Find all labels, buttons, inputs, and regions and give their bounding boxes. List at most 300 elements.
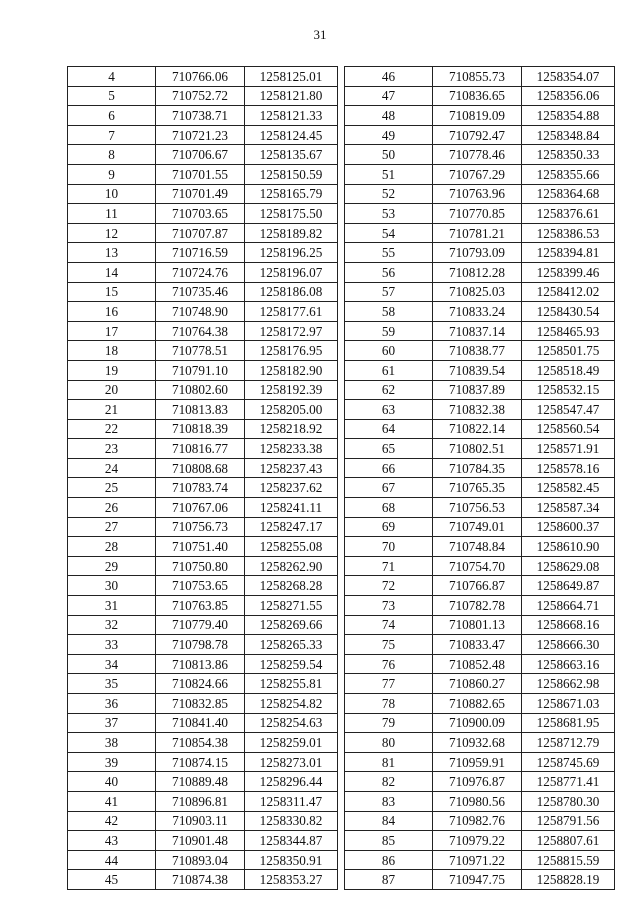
- x-coordinate-cell: 710841.40: [156, 713, 245, 733]
- y-coordinate-cell: 1258600.37: [522, 517, 615, 537]
- y-coordinate-cell: 1258663.16: [522, 654, 615, 674]
- y-coordinate-cell: 1258712.79: [522, 733, 615, 753]
- table-row: [345, 458, 615, 478]
- x-coordinate-cell: 710748.90: [156, 302, 245, 322]
- point-number-cell: 42: [68, 811, 156, 831]
- y-coordinate-cell: 1258271.55: [245, 596, 338, 616]
- y-coordinate-cell: 1258135.67: [245, 145, 338, 165]
- point-number-cell: 81: [345, 752, 433, 772]
- coordinate-tables: [67, 66, 614, 888]
- point-number-cell: 45: [68, 870, 156, 890]
- table-row: [68, 713, 338, 733]
- table-row: [345, 321, 615, 341]
- point-number-cell: 7: [68, 125, 156, 145]
- table-row: [345, 223, 615, 243]
- y-coordinate-cell: 1258121.80: [245, 86, 338, 106]
- point-number-cell: 56: [345, 262, 433, 282]
- y-coordinate-cell: 1258394.81: [522, 243, 615, 263]
- x-coordinate-cell: 710763.85: [156, 596, 245, 616]
- x-coordinate-cell: 710735.46: [156, 282, 245, 302]
- table-row: [68, 125, 338, 145]
- table-row: [345, 654, 615, 674]
- y-coordinate-cell: 1258547.47: [522, 400, 615, 420]
- y-coordinate-cell: 1258241.11: [245, 498, 338, 518]
- table-row: [68, 556, 338, 576]
- point-number-cell: 75: [345, 635, 433, 655]
- table-row: [345, 615, 615, 635]
- x-coordinate-cell: 710763.96: [433, 184, 522, 204]
- point-number-cell: 77: [345, 674, 433, 694]
- x-coordinate-cell: 710818.39: [156, 419, 245, 439]
- table-row: [68, 458, 338, 478]
- table-row: [345, 341, 615, 361]
- table-row: [345, 262, 615, 282]
- y-coordinate-cell: 1258237.43: [245, 458, 338, 478]
- table-row: [345, 850, 615, 870]
- point-number-cell: 46: [345, 67, 433, 87]
- y-coordinate-cell: 1258330.82: [245, 811, 338, 831]
- table-row: [68, 596, 338, 616]
- table-row: [68, 694, 338, 714]
- y-coordinate-cell: 1258745.69: [522, 752, 615, 772]
- x-coordinate-cell: 710750.80: [156, 556, 245, 576]
- y-coordinate-cell: 1258354.88: [522, 106, 615, 126]
- table-row: [345, 106, 615, 126]
- y-coordinate-cell: 1258353.27: [245, 870, 338, 890]
- point-number-cell: 79: [345, 713, 433, 733]
- y-coordinate-cell: 1258237.62: [245, 478, 338, 498]
- y-coordinate-cell: 1258412.02: [522, 282, 615, 302]
- x-coordinate-cell: 710836.65: [433, 86, 522, 106]
- point-number-cell: 72: [345, 576, 433, 596]
- table-row: [345, 772, 615, 792]
- y-coordinate-cell: 1258681.95: [522, 713, 615, 733]
- point-number-cell: 28: [68, 537, 156, 557]
- point-number-cell: 84: [345, 811, 433, 831]
- table-row: [68, 106, 338, 126]
- point-number-cell: 19: [68, 360, 156, 380]
- table-row: [345, 204, 615, 224]
- y-coordinate-cell: 1258348.84: [522, 125, 615, 145]
- y-coordinate-cell: 1258560.54: [522, 419, 615, 439]
- table-row: [68, 145, 338, 165]
- x-coordinate-cell: 710766.87: [433, 576, 522, 596]
- table-row: [68, 576, 338, 596]
- y-coordinate-cell: 1258356.06: [522, 86, 615, 106]
- point-number-cell: 12: [68, 223, 156, 243]
- y-coordinate-cell: 1258376.61: [522, 204, 615, 224]
- table-row: [345, 498, 615, 518]
- y-coordinate-cell: 1258218.92: [245, 419, 338, 439]
- table-row: [68, 733, 338, 753]
- table-row: [345, 517, 615, 537]
- point-number-cell: 29: [68, 556, 156, 576]
- y-coordinate-cell: 1258587.34: [522, 498, 615, 518]
- table-row: [345, 243, 615, 263]
- point-number-cell: 17: [68, 321, 156, 341]
- x-coordinate-cell: 710979.22: [433, 831, 522, 851]
- table-row: [68, 204, 338, 224]
- table-row: [68, 67, 338, 87]
- x-coordinate-cell: 710982.76: [433, 811, 522, 831]
- point-number-cell: 34: [68, 654, 156, 674]
- x-coordinate-cell: 710707.87: [156, 223, 245, 243]
- table-row: [345, 596, 615, 616]
- point-number-cell: 71: [345, 556, 433, 576]
- table-row: [68, 615, 338, 635]
- x-coordinate-cell: 710813.86: [156, 654, 245, 674]
- x-coordinate-cell: 710701.49: [156, 184, 245, 204]
- point-number-cell: 36: [68, 694, 156, 714]
- point-number-cell: 63: [345, 400, 433, 420]
- table-row: [345, 360, 615, 380]
- x-coordinate-cell: 710822.14: [433, 419, 522, 439]
- y-coordinate-cell: 1258259.01: [245, 733, 338, 753]
- x-coordinate-cell: 710893.04: [156, 850, 245, 870]
- table-row: [68, 635, 338, 655]
- point-number-cell: 73: [345, 596, 433, 616]
- y-coordinate-cell: 1258233.38: [245, 439, 338, 459]
- x-coordinate-cell: 710808.68: [156, 458, 245, 478]
- x-coordinate-cell: 710971.22: [433, 850, 522, 870]
- y-coordinate-cell: 1258344.87: [245, 831, 338, 851]
- x-coordinate-cell: 710791.10: [156, 360, 245, 380]
- x-coordinate-cell: 710749.01: [433, 517, 522, 537]
- point-number-cell: 57: [345, 282, 433, 302]
- y-coordinate-cell: 1258364.68: [522, 184, 615, 204]
- table-row: [68, 400, 338, 420]
- y-coordinate-cell: 1258771.41: [522, 772, 615, 792]
- y-coordinate-cell: 1258649.87: [522, 576, 615, 596]
- y-coordinate-cell: 1258350.91: [245, 850, 338, 870]
- x-coordinate-cell: 710778.51: [156, 341, 245, 361]
- point-number-cell: 86: [345, 850, 433, 870]
- table-row: [345, 576, 615, 596]
- x-coordinate-cell: 710816.77: [156, 439, 245, 459]
- x-coordinate-cell: 710765.35: [433, 478, 522, 498]
- x-coordinate-cell: 710889.48: [156, 772, 245, 792]
- point-number-cell: 32: [68, 615, 156, 635]
- x-coordinate-cell: 710874.15: [156, 752, 245, 772]
- point-number-cell: 78: [345, 694, 433, 714]
- table-row: [345, 67, 615, 87]
- y-coordinate-cell: 1258629.08: [522, 556, 615, 576]
- x-coordinate-cell: 710860.27: [433, 674, 522, 694]
- point-number-cell: 25: [68, 478, 156, 498]
- x-coordinate-cell: 710825.03: [433, 282, 522, 302]
- y-coordinate-cell: 1258296.44: [245, 772, 338, 792]
- x-coordinate-cell: 710798.78: [156, 635, 245, 655]
- table-row: [68, 86, 338, 106]
- table-row: [345, 870, 615, 890]
- y-coordinate-cell: 1258532.15: [522, 380, 615, 400]
- table-row: [345, 791, 615, 811]
- y-coordinate-cell: 1258150.59: [245, 164, 338, 184]
- y-coordinate-cell: 1258175.50: [245, 204, 338, 224]
- x-coordinate-cell: 710900.09: [433, 713, 522, 733]
- y-coordinate-cell: 1258350.33: [522, 145, 615, 165]
- point-number-cell: 66: [345, 458, 433, 478]
- y-coordinate-cell: 1258465.93: [522, 321, 615, 341]
- table-row: [68, 184, 338, 204]
- y-coordinate-cell: 1258247.17: [245, 517, 338, 537]
- y-coordinate-cell: 1258186.08: [245, 282, 338, 302]
- y-coordinate-cell: 1258165.79: [245, 184, 338, 204]
- table-row: [68, 674, 338, 694]
- y-coordinate-cell: 1258262.90: [245, 556, 338, 576]
- table-row: [345, 478, 615, 498]
- point-number-cell: 61: [345, 360, 433, 380]
- point-number-cell: 11: [68, 204, 156, 224]
- point-number-cell: 80: [345, 733, 433, 753]
- y-coordinate-cell: 1258355.66: [522, 164, 615, 184]
- point-number-cell: 67: [345, 478, 433, 498]
- point-number-cell: 53: [345, 204, 433, 224]
- table-row: [345, 282, 615, 302]
- x-coordinate-cell: 710752.72: [156, 86, 245, 106]
- y-coordinate-cell: 1258196.07: [245, 262, 338, 282]
- x-coordinate-cell: 710724.76: [156, 262, 245, 282]
- x-coordinate-cell: 710874.38: [156, 870, 245, 890]
- point-number-cell: 37: [68, 713, 156, 733]
- table-row: [68, 321, 338, 341]
- table-row: [68, 478, 338, 498]
- x-coordinate-cell: 710716.59: [156, 243, 245, 263]
- point-number-cell: 68: [345, 498, 433, 518]
- point-number-cell: 33: [68, 635, 156, 655]
- x-coordinate-cell: 710824.66: [156, 674, 245, 694]
- x-coordinate-cell: 710766.06: [156, 67, 245, 87]
- table-row: [345, 400, 615, 420]
- point-number-cell: 5: [68, 86, 156, 106]
- point-number-cell: 62: [345, 380, 433, 400]
- table-row: [68, 341, 338, 361]
- y-coordinate-cell: 1258177.61: [245, 302, 338, 322]
- table-row: [68, 164, 338, 184]
- point-number-cell: 52: [345, 184, 433, 204]
- y-coordinate-cell: 1258176.95: [245, 341, 338, 361]
- y-coordinate-cell: 1258399.46: [522, 262, 615, 282]
- y-coordinate-cell: 1258254.82: [245, 694, 338, 714]
- point-number-cell: 40: [68, 772, 156, 792]
- x-coordinate-cell: 710767.29: [433, 164, 522, 184]
- table-row: [68, 850, 338, 870]
- table-row: [68, 752, 338, 772]
- x-coordinate-cell: 710802.60: [156, 380, 245, 400]
- x-coordinate-cell: 710793.09: [433, 243, 522, 263]
- point-number-cell: 18: [68, 341, 156, 361]
- point-number-cell: 10: [68, 184, 156, 204]
- table-row: [68, 772, 338, 792]
- y-coordinate-cell: 1258254.63: [245, 713, 338, 733]
- x-coordinate-cell: 710767.06: [156, 498, 245, 518]
- point-number-cell: 20: [68, 380, 156, 400]
- y-coordinate-cell: 1258192.39: [245, 380, 338, 400]
- x-coordinate-cell: 710802.51: [433, 439, 522, 459]
- x-coordinate-cell: 710812.28: [433, 262, 522, 282]
- y-coordinate-cell: 1258386.53: [522, 223, 615, 243]
- page-number: 31: [313, 27, 327, 42]
- table-row: [68, 262, 338, 282]
- point-number-cell: 15: [68, 282, 156, 302]
- table-row: [68, 517, 338, 537]
- y-coordinate-cell: 1258828.19: [522, 870, 615, 890]
- y-coordinate-cell: 1258189.82: [245, 223, 338, 243]
- x-coordinate-cell: 710832.38: [433, 400, 522, 420]
- x-coordinate-cell: 710932.68: [433, 733, 522, 753]
- x-coordinate-cell: 710833.24: [433, 302, 522, 322]
- point-number-cell: 24: [68, 458, 156, 478]
- y-coordinate-cell: 1258182.90: [245, 360, 338, 380]
- point-number-cell: 54: [345, 223, 433, 243]
- y-coordinate-cell: 1258430.54: [522, 302, 615, 322]
- table-row: [345, 145, 615, 165]
- table-row: [345, 556, 615, 576]
- point-number-cell: 74: [345, 615, 433, 635]
- y-coordinate-cell: 1258172.97: [245, 321, 338, 341]
- x-coordinate-cell: 710784.35: [433, 458, 522, 478]
- x-coordinate-cell: 710751.40: [156, 537, 245, 557]
- y-coordinate-cell: 1258121.33: [245, 106, 338, 126]
- table-row: [68, 537, 338, 557]
- point-number-cell: 50: [345, 145, 433, 165]
- y-coordinate-cell: 1258791.56: [522, 811, 615, 831]
- x-coordinate-cell: 710976.87: [433, 772, 522, 792]
- table-row: [68, 791, 338, 811]
- point-number-cell: 31: [68, 596, 156, 616]
- x-coordinate-cell: 710819.09: [433, 106, 522, 126]
- y-coordinate-cell: 1258354.07: [522, 67, 615, 87]
- table-row: [345, 380, 615, 400]
- x-coordinate-cell: 710838.77: [433, 341, 522, 361]
- coordinate-table-right-body: [345, 67, 615, 890]
- point-number-cell: 21: [68, 400, 156, 420]
- table-row: [68, 380, 338, 400]
- x-coordinate-cell: 710778.46: [433, 145, 522, 165]
- point-number-cell: 69: [345, 517, 433, 537]
- x-coordinate-cell: 710770.85: [433, 204, 522, 224]
- y-coordinate-cell: 1258273.01: [245, 752, 338, 772]
- table-row: [68, 243, 338, 263]
- x-coordinate-cell: 710882.65: [433, 694, 522, 714]
- x-coordinate-cell: 710896.81: [156, 791, 245, 811]
- point-number-cell: 55: [345, 243, 433, 263]
- table-row: [68, 811, 338, 831]
- x-coordinate-cell: 710837.14: [433, 321, 522, 341]
- coordinate-table-left: [67, 66, 338, 890]
- y-coordinate-cell: 1258311.47: [245, 791, 338, 811]
- point-number-cell: 14: [68, 262, 156, 282]
- point-number-cell: 22: [68, 419, 156, 439]
- y-coordinate-cell: 1258125.01: [245, 67, 338, 87]
- table-row: [68, 498, 338, 518]
- table-row: [345, 184, 615, 204]
- point-number-cell: 41: [68, 791, 156, 811]
- point-number-cell: 30: [68, 576, 156, 596]
- point-number-cell: 82: [345, 772, 433, 792]
- x-coordinate-cell: 710947.75: [433, 870, 522, 890]
- table-row: [345, 302, 615, 322]
- point-number-cell: 39: [68, 752, 156, 772]
- y-coordinate-cell: 1258124.45: [245, 125, 338, 145]
- y-coordinate-cell: 1258259.54: [245, 654, 338, 674]
- table-row: [345, 752, 615, 772]
- y-coordinate-cell: 1258269.66: [245, 615, 338, 635]
- x-coordinate-cell: 710854.38: [156, 733, 245, 753]
- y-coordinate-cell: 1258780.30: [522, 791, 615, 811]
- x-coordinate-cell: 710901.48: [156, 831, 245, 851]
- x-coordinate-cell: 710706.67: [156, 145, 245, 165]
- point-number-cell: 8: [68, 145, 156, 165]
- point-number-cell: 16: [68, 302, 156, 322]
- table-row: [68, 654, 338, 674]
- y-coordinate-cell: 1258518.49: [522, 360, 615, 380]
- point-number-cell: 44: [68, 850, 156, 870]
- y-coordinate-cell: 1258571.91: [522, 439, 615, 459]
- point-number-cell: 87: [345, 870, 433, 890]
- y-coordinate-cell: 1258610.90: [522, 537, 615, 557]
- x-coordinate-cell: 710701.55: [156, 164, 245, 184]
- point-number-cell: 27: [68, 517, 156, 537]
- x-coordinate-cell: 710782.78: [433, 596, 522, 616]
- x-coordinate-cell: 710756.73: [156, 517, 245, 537]
- x-coordinate-cell: 710801.13: [433, 615, 522, 635]
- table-row: [345, 635, 615, 655]
- point-number-cell: 9: [68, 164, 156, 184]
- point-number-cell: 70: [345, 537, 433, 557]
- coordinate-table-right: [344, 66, 615, 890]
- point-number-cell: 65: [345, 439, 433, 459]
- y-coordinate-cell: 1258255.81: [245, 674, 338, 694]
- x-coordinate-cell: 710764.38: [156, 321, 245, 341]
- x-coordinate-cell: 710903.11: [156, 811, 245, 831]
- x-coordinate-cell: 710754.70: [433, 556, 522, 576]
- table-row: [345, 811, 615, 831]
- point-number-cell: 38: [68, 733, 156, 753]
- point-number-cell: 51: [345, 164, 433, 184]
- y-coordinate-cell: 1258582.45: [522, 478, 615, 498]
- x-coordinate-cell: 710779.40: [156, 615, 245, 635]
- coordinate-table-left-body: [68, 67, 338, 890]
- x-coordinate-cell: 710980.56: [433, 791, 522, 811]
- table-row: [345, 164, 615, 184]
- x-coordinate-cell: 710832.85: [156, 694, 245, 714]
- point-number-cell: 76: [345, 654, 433, 674]
- x-coordinate-cell: 710703.65: [156, 204, 245, 224]
- x-coordinate-cell: 710738.71: [156, 106, 245, 126]
- point-number-cell: 23: [68, 439, 156, 459]
- table-row: [345, 86, 615, 106]
- table-row: [68, 302, 338, 322]
- y-coordinate-cell: 1258668.16: [522, 615, 615, 635]
- y-coordinate-cell: 1258671.03: [522, 694, 615, 714]
- x-coordinate-cell: 710783.74: [156, 478, 245, 498]
- x-coordinate-cell: 710855.73: [433, 67, 522, 87]
- x-coordinate-cell: 710781.21: [433, 223, 522, 243]
- y-coordinate-cell: 1258666.30: [522, 635, 615, 655]
- y-coordinate-cell: 1258578.16: [522, 458, 615, 478]
- point-number-cell: 48: [345, 106, 433, 126]
- table-row: [68, 439, 338, 459]
- y-coordinate-cell: 1258196.25: [245, 243, 338, 263]
- table-row: [68, 282, 338, 302]
- x-coordinate-cell: 710839.54: [433, 360, 522, 380]
- y-coordinate-cell: 1258205.00: [245, 400, 338, 420]
- x-coordinate-cell: 710753.65: [156, 576, 245, 596]
- table-row: [345, 537, 615, 557]
- point-number-cell: 26: [68, 498, 156, 518]
- point-number-cell: 13: [68, 243, 156, 263]
